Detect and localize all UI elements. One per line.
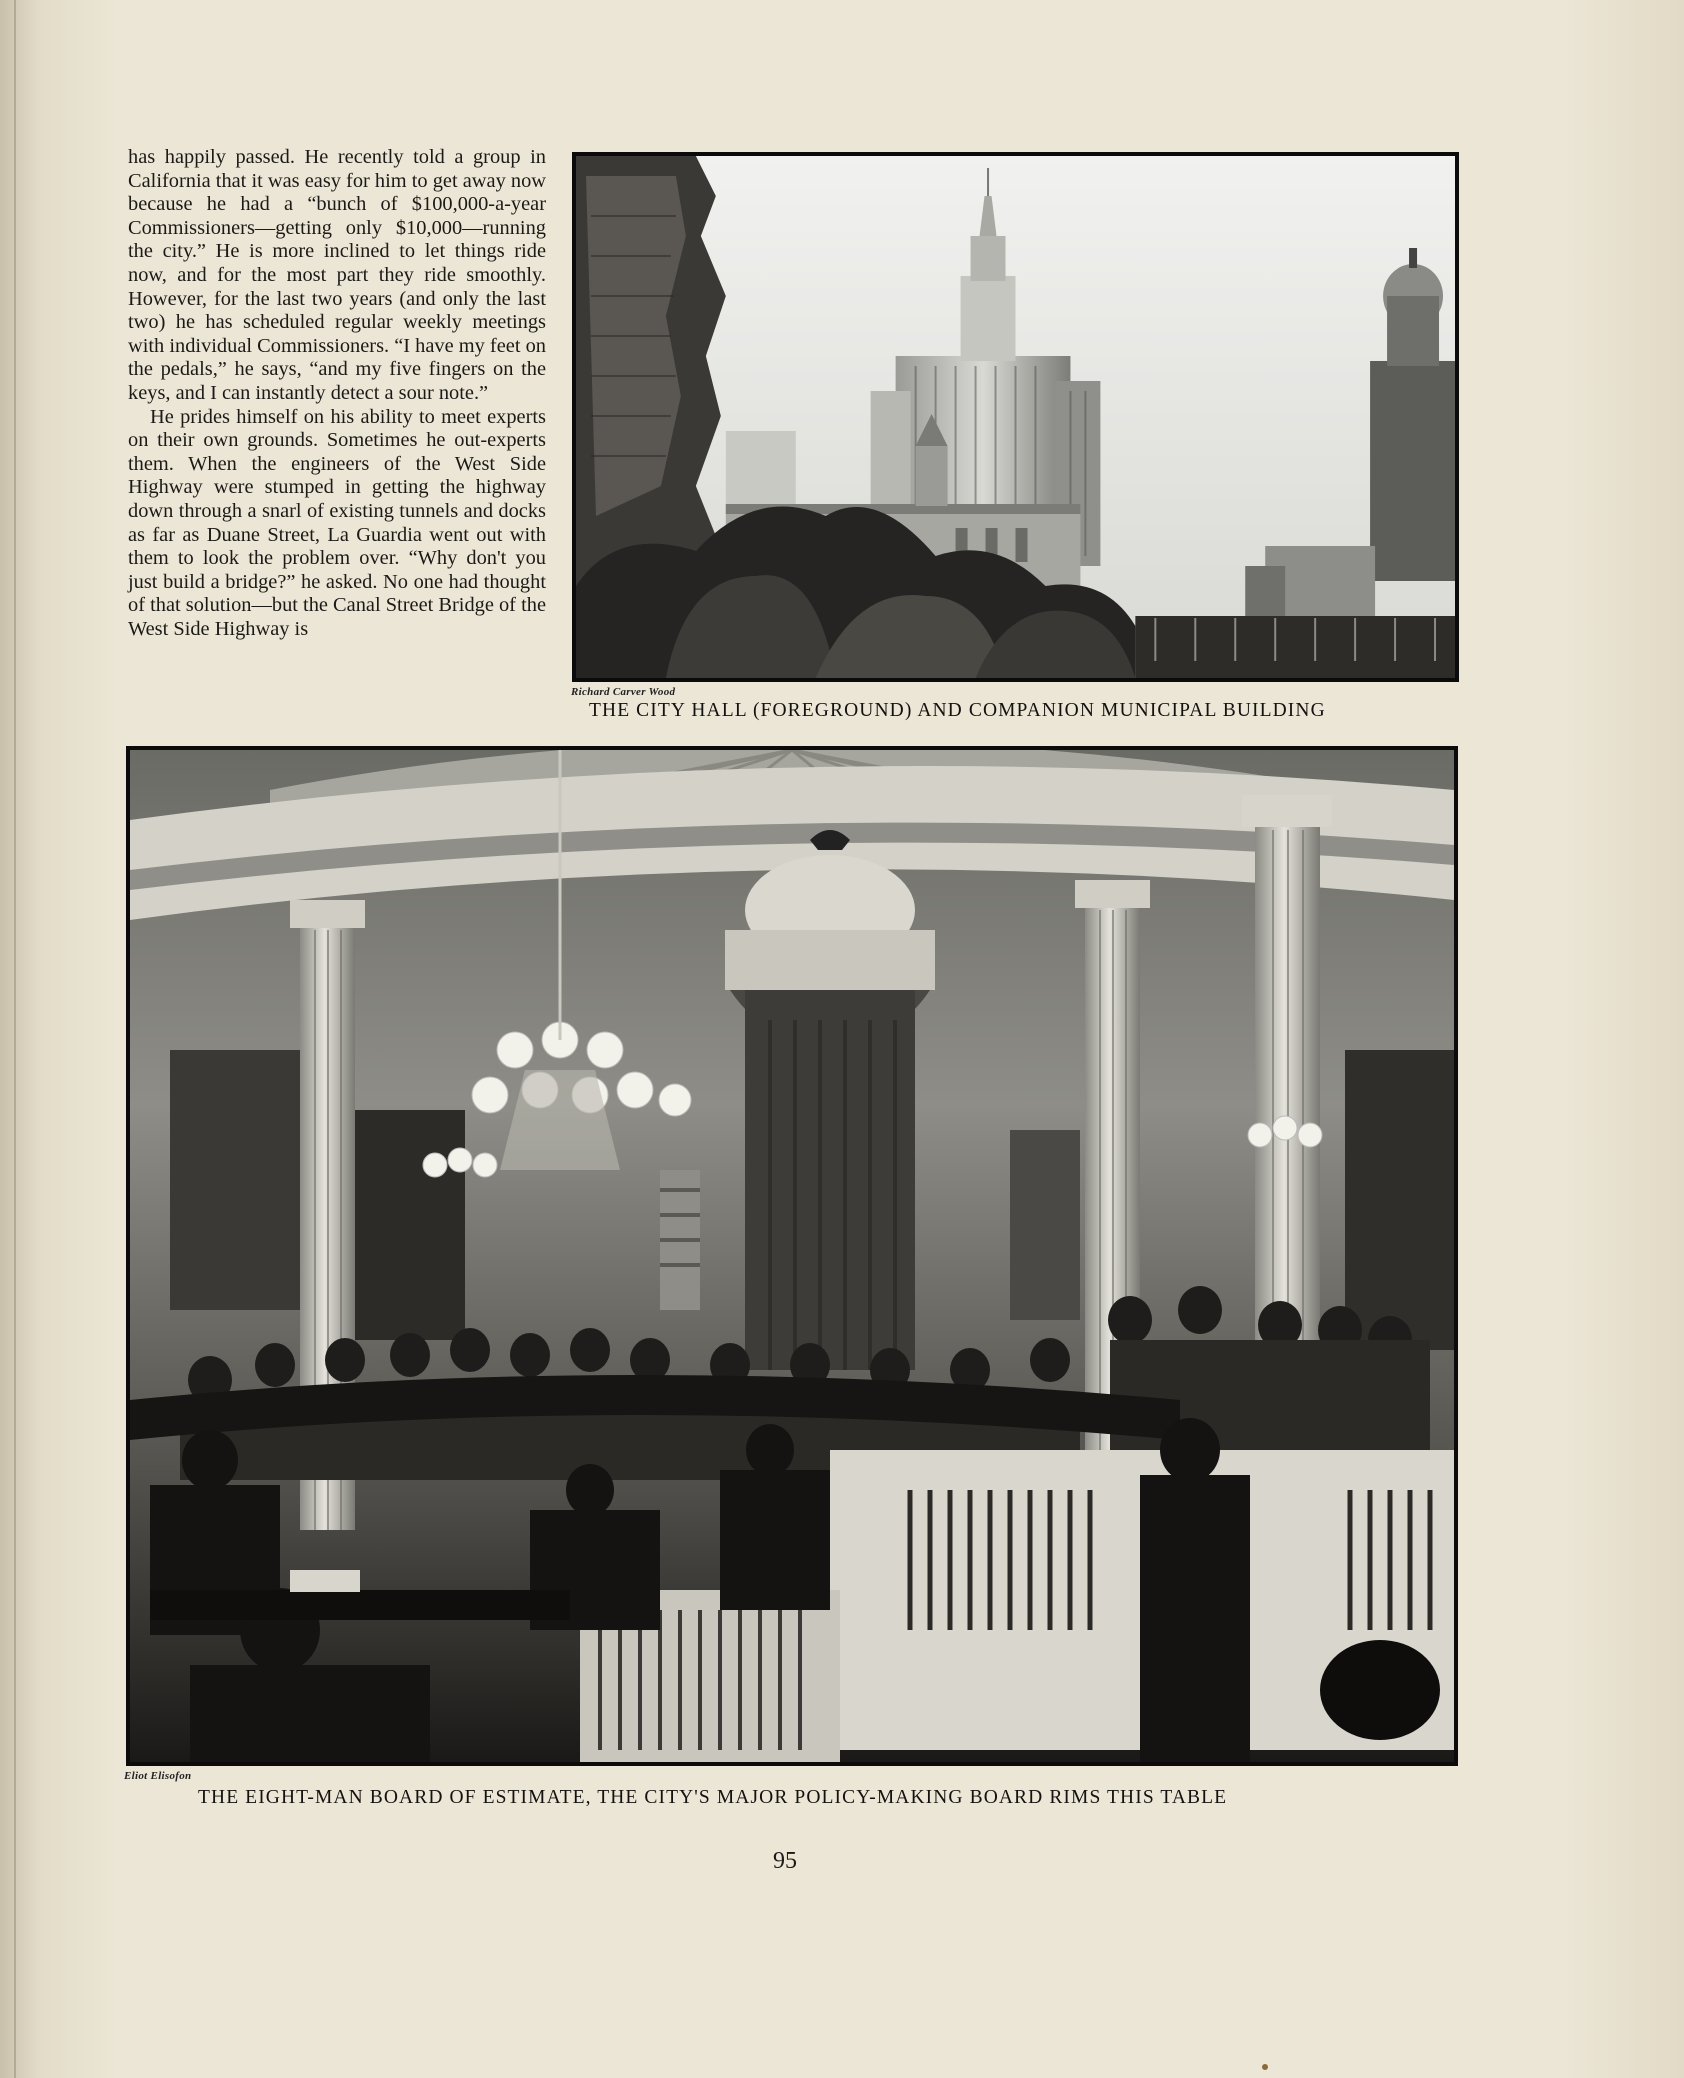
article-text (128, 146, 546, 641)
binding-edge (14, 0, 16, 2078)
photo-credit-bottom: Eliot Elisofon (124, 1770, 192, 1782)
board-of-estimate-photo (126, 746, 1458, 1766)
photo-caption-top: THE CITY HALL (FOREGROUND) AND COMPANION MUNICIPAL BUILDING (589, 700, 1326, 721)
photo-caption-bottom: THE EIGHT-MAN BOARD OF ESTIMATE, THE CITY'S MAJOR POLICY-MAKING BOARD RIMS THIS TABLE (198, 1787, 1228, 1808)
page-number: 95 (773, 1848, 797, 1874)
article-paragraph-1: has happily passed. He recently told a group in California that it was easy for him to get away now because he had a “bunch of $100,000-a-year Commissioners—getting only $10,000—running the city.” He is more inclined to let things ride now, and for the most part they ride smoothly. However, for the last two years (and only the last two) he has scheduled regular weekly meetings with individual Commissioners. “I have my feet on the pedals,” he says, “and my five fingers on the keys, and I can instantly detect a sour note.” (128, 146, 546, 404)
paper-spot (1262, 2064, 1268, 2070)
city-hall-photo (572, 152, 1459, 682)
article-paragraph-2: He prides himself on his ability to meet experts on their own grounds. Sometimes he out-experts them. When the engineers of the West Side Highway were stumped in getting the highway down through a snarl of existing tunnels and docks as far as Duane Street, La Guardia went out with them to look the problem over. “Why don't you just build a bridge?” he asked. No one had thought of that solution—but the Canal Street Bridge of the West Side Highway is (128, 405, 546, 640)
photo-credit-top: Richard Carver Wood (571, 686, 676, 698)
